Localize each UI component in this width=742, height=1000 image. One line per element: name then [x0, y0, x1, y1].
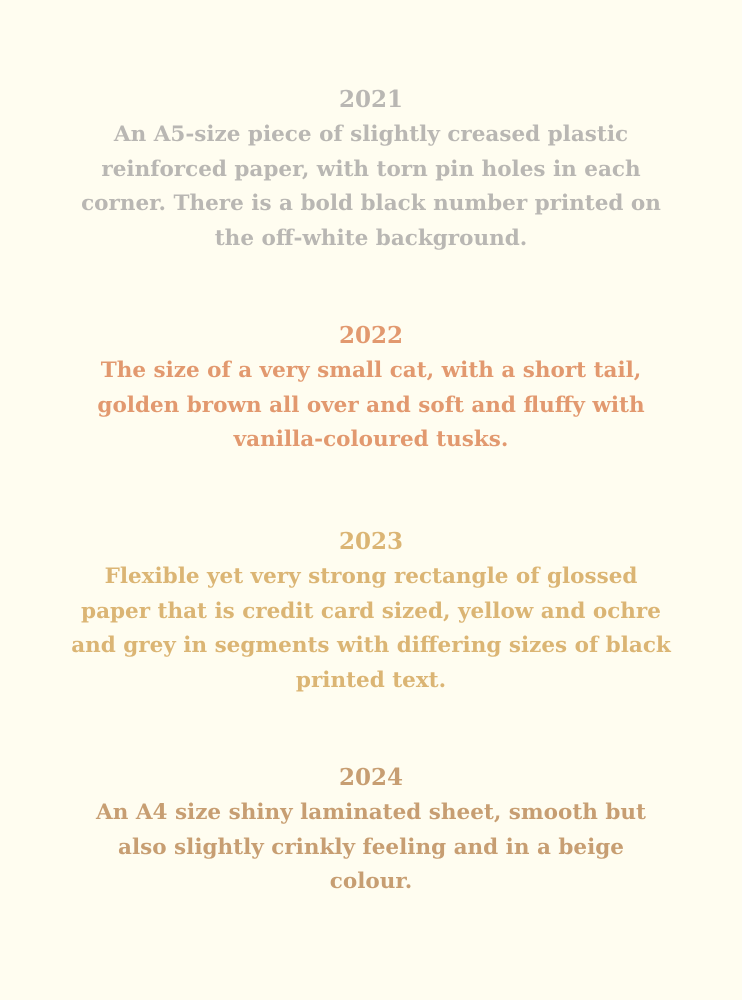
entry-description: An A4 size shiny laminated sheet, smooth but also slightly crinkly feeling and in a beige colour. [96, 800, 646, 894]
entry-2021 [0, 85, 742, 256]
entry-description: The size of a very small cat, with a short tail, golden brown all over and soft and fluffy with vanilla-coloured tusks. [97, 358, 645, 452]
entry-2023 [0, 527, 742, 698]
entry-2024 [0, 763, 742, 900]
entry-description: An A5-size piece of slightly creased plastic reinforced paper, with torn pin holes in each corner. There is a bold black number printed on the off-white background. [81, 122, 661, 251]
entry-year: 2021 [338, 86, 403, 113]
entry-2022 [0, 321, 742, 458]
entry-year: 2023 [338, 528, 403, 555]
entry-year: 2024 [338, 764, 403, 791]
entry-year: 2022 [338, 322, 403, 349]
entry-description: Flexible yet very strong rectangle of glossed paper that is credit card sized, yellow and ochre and grey in segments with differing sizes of black printed text. [71, 564, 671, 693]
